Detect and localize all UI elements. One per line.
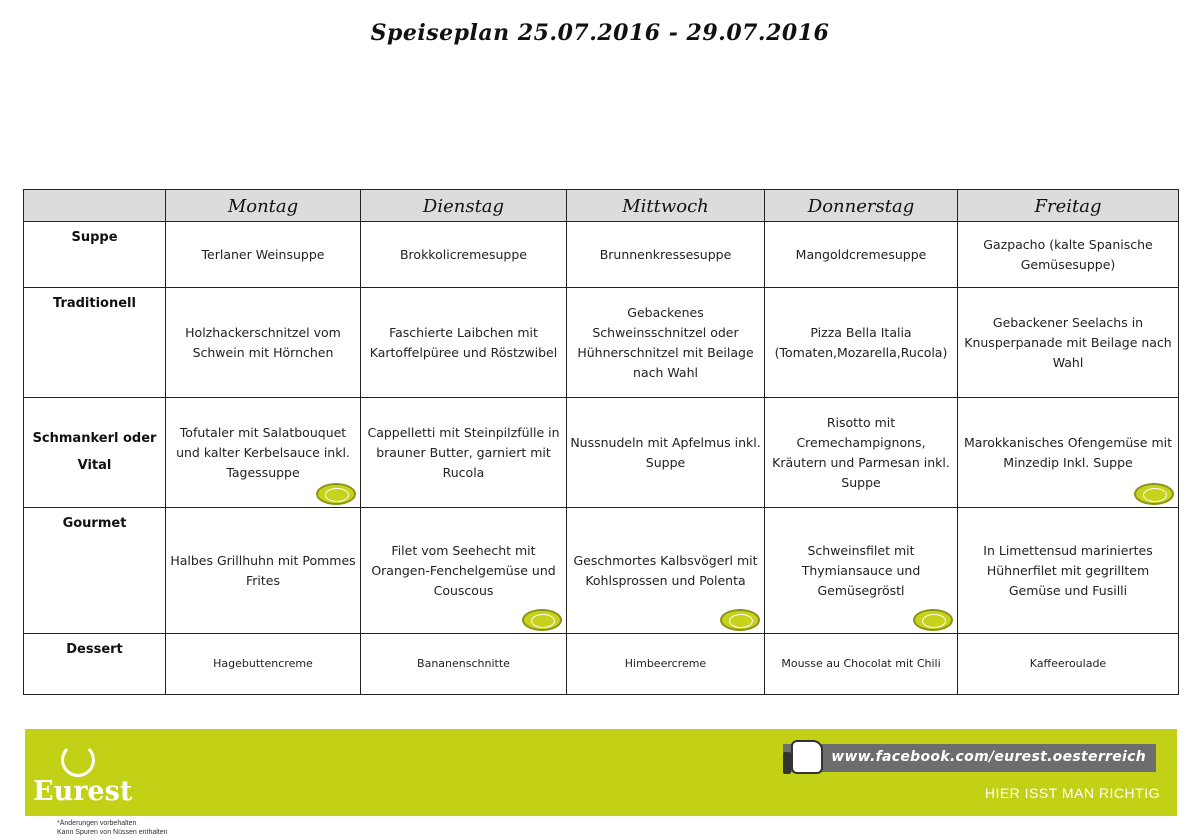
day-header-friday: Freitag [958, 190, 1179, 222]
thumbs-up-icon [791, 740, 823, 774]
header-row [24, 190, 1179, 222]
row-suppe [24, 222, 1179, 288]
day-header-monday: Montag [166, 190, 361, 222]
day-header-thursday: Donnerstag [765, 190, 958, 222]
dish-cell: Mousse au Chocolat mit Chili [765, 634, 958, 695]
page-title: Speiseplan 25.07.2016 - 29.07.2016 [370, 20, 830, 46]
slogan: HIER ISST MAN RICHTIG [984, 785, 1160, 801]
dish-cell [567, 508, 765, 634]
menu-table [23, 189, 1179, 695]
dish-cell: Risotto mit Cremechampignons, Kräutern und Parmesan inkl. Suppe [765, 398, 958, 508]
dish-cell: Hagebuttencreme [166, 634, 361, 695]
dish-text: Marokkanisches Ofengemüse mit Minzedip Inkl. Suppe [963, 434, 1173, 470]
dish-cell: Bananenschnitte [361, 634, 567, 695]
row-schmankerl [24, 398, 1179, 508]
day-header-tuesday: Dienstag [361, 190, 567, 222]
dish-cell: Holzhackerschnitzel vom Schwein mit Hörnchen [166, 288, 361, 398]
dish-cell: Pizza Bella Italia (Tomaten,Mozarella,Rucola) [765, 288, 958, 398]
dish-cell: Cappelletti mit Steinpilzfülle in brauner Butter, garniert mit Rucola [361, 398, 567, 508]
dish-cell: Himbeercreme [567, 634, 765, 695]
row-gourmet [24, 508, 1179, 634]
facebook-link[interactable] [783, 744, 1156, 772]
dish-text: Filet vom Seehecht mit Orangen-Fenchelgemüse und Couscous [371, 542, 556, 598]
vital-badge-icon [522, 609, 562, 631]
footnotes [57, 819, 168, 837]
dish-cell: Nussnudeln mit Apfelmus inkl. Suppe [567, 398, 765, 508]
vital-badge-icon [720, 609, 760, 631]
dish-cell: Mangoldcremesuppe [765, 222, 958, 288]
dish-cell [361, 508, 567, 634]
dish-cell: Brunnenkressesuppe [567, 222, 765, 288]
dish-cell [166, 398, 361, 508]
dish-cell: Terlaner Weinsuppe [166, 222, 361, 288]
note-nuts: Kann Spuren von Nüssen enthalten [57, 829, 168, 836]
dish-cell: Gebackener Seelachs in Knusperpanade mit Beilage nach Wahl [958, 288, 1179, 398]
category-label: Traditionell [24, 288, 166, 398]
brand-logo-text: Eurest [33, 776, 133, 807]
dish-cell: Brokkolicremesuppe [361, 222, 567, 288]
dish-cell: Kaffeeroulade [958, 634, 1179, 695]
category-label: Suppe [24, 222, 166, 288]
footer-banner [25, 729, 1177, 816]
dish-text: Schweinsfilet mit Thymiansauce und Gemüsegröstl [801, 542, 921, 598]
dish-cell: Faschierte Laibchen mit Kartoffelpüree und Röstzwibel [361, 288, 567, 398]
vital-badge-icon [913, 609, 953, 631]
day-header-wednesday: Mittwoch [567, 190, 765, 222]
row-dessert [24, 634, 1179, 695]
dish-cell [958, 398, 1179, 508]
facebook-url: www.facebook.com/eurest.oesterreich [831, 749, 1146, 765]
category-label: Gourmet [24, 508, 166, 634]
vital-badge-icon [316, 483, 356, 505]
dish-text: Geschmortes Kalbsvögerl mit Kohlsprossen und Polenta [573, 552, 758, 588]
dish-cell: Halbes Grillhuhn mit Pommes Frites [166, 508, 361, 634]
note-changes: *Änderungen vorbehalten [57, 820, 137, 827]
vital-badge-icon [1134, 483, 1174, 505]
row-traditionell [24, 288, 1179, 398]
corner-cell [24, 190, 166, 222]
eurest-logo-icon [61, 743, 95, 777]
dish-cell [765, 508, 958, 634]
dish-cell: Gazpacho (kalte Spanische Gemüsesuppe) [958, 222, 1179, 288]
category-label: Schmankerl oder Vital [24, 398, 166, 508]
dish-cell: Gebackenes Schweinsschnitzel oder Hühnerschnitzel mit Beilage nach Wahl [567, 288, 765, 398]
category-label: Dessert [24, 634, 166, 695]
dish-cell: In Limettensud mariniertes Hühnerfilet mit gegrilltem Gemüse und Fusilli [958, 508, 1179, 634]
dish-text: Tofutaler mit Salatbouquet und kalter Kerbelsauce inkl. Tagessuppe [176, 424, 350, 480]
